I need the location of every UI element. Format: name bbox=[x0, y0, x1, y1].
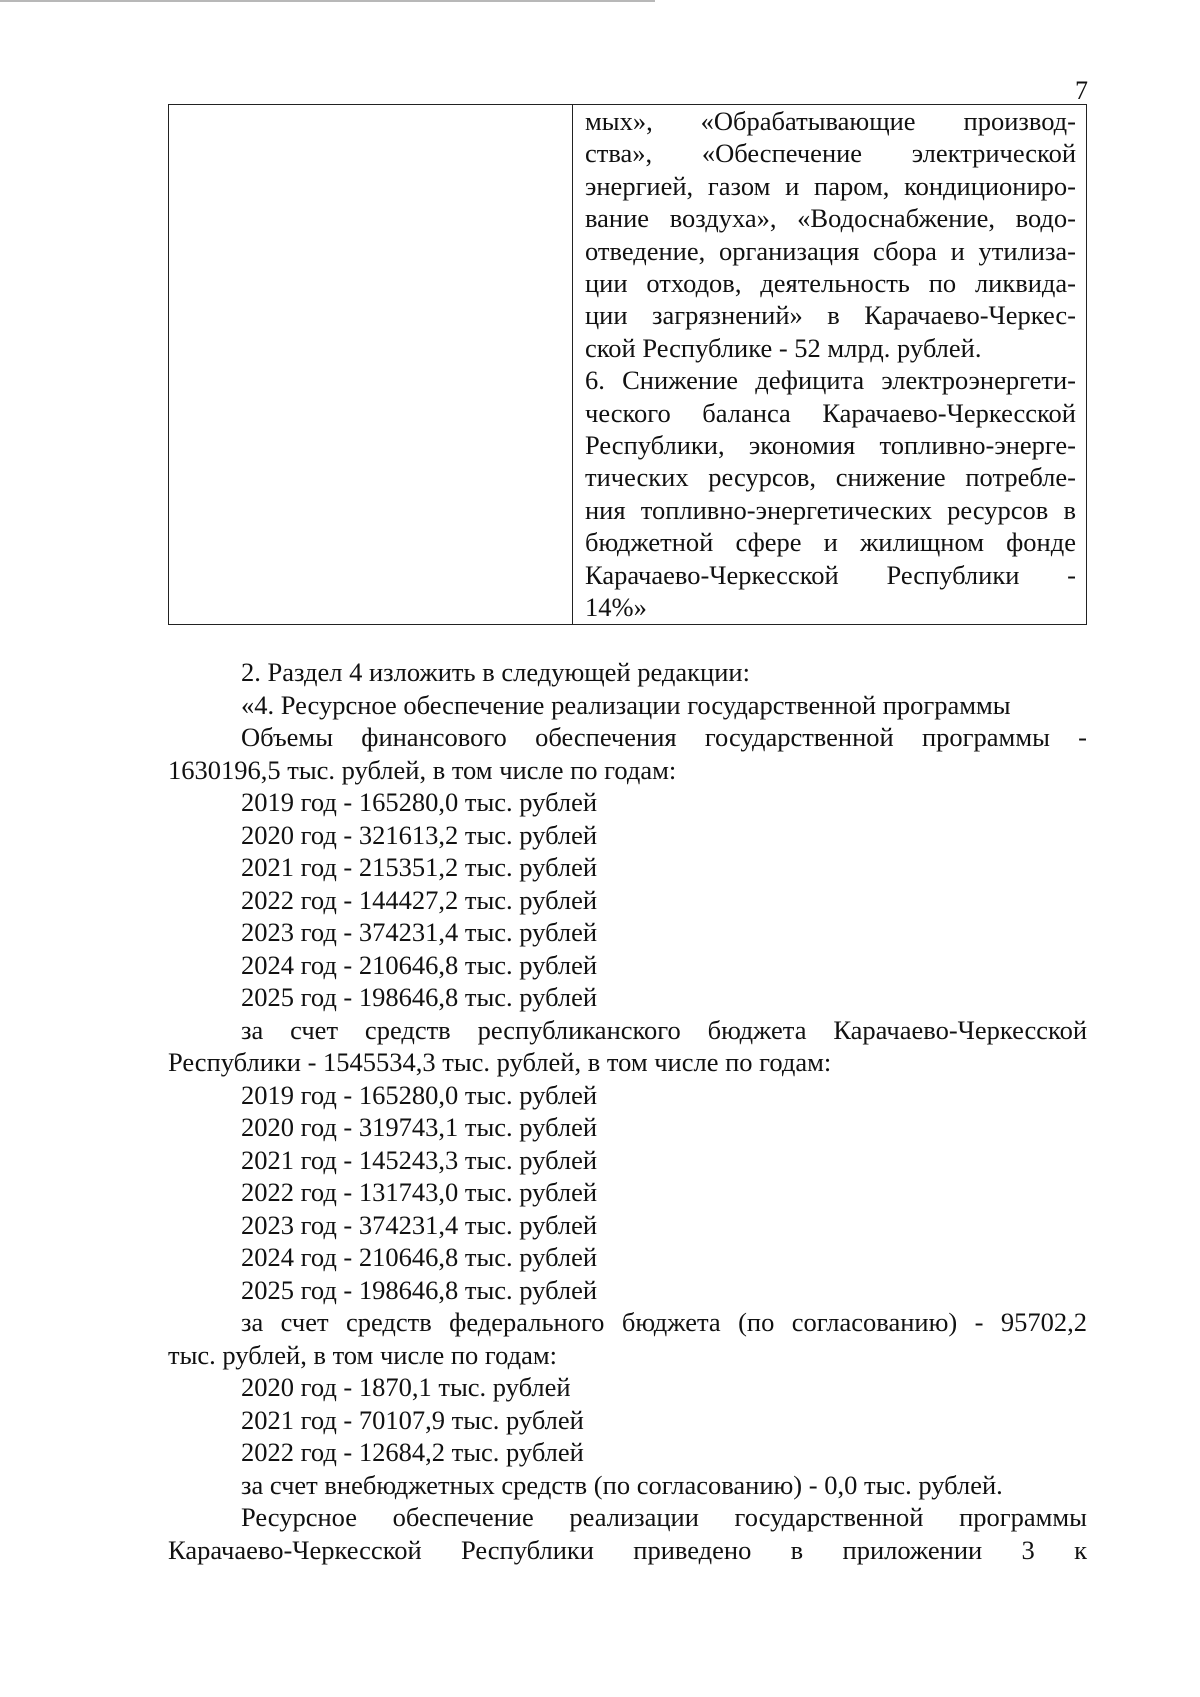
body-text-line: Республики - 1545534,3 тыс. рублей, в том числе по годам: bbox=[168, 1047, 832, 1077]
table-text-line: Карачаево-Черкесской Республики - bbox=[585, 559, 1076, 590]
table-text-line: Республики, экономия топливно-энерге- bbox=[585, 430, 1076, 461]
table-text-line: тических ресурсов, снижение потребле- bbox=[585, 462, 1076, 493]
body-text-line: 2022 год - 12684,2 тыс. рублей bbox=[241, 1437, 584, 1467]
table-text-line: энергией, газом и паром, кондициониро- bbox=[585, 170, 1076, 201]
body-text-line: 2021 год - 215351,2 тыс. рублей bbox=[241, 852, 598, 882]
table-text-line: 6. Снижение дефицита электроэнергети- bbox=[585, 365, 1076, 396]
page-number: 7 bbox=[1075, 76, 1088, 105]
body-text-line: 2021 год - 145243,3 тыс. рублей bbox=[241, 1144, 598, 1175]
body-text-line: 2. Раздел 4 изложить в следующей редакции: bbox=[241, 657, 750, 687]
body-text-line: за счет внебюджетных средств (по согласованию) - 0,0 тыс. рублей. bbox=[241, 1469, 1003, 1500]
body-text-line: за счет средств федерального бюджета (по согласованию) - 95702,2 bbox=[241, 1307, 1087, 1337]
body-text-line: 2023 год - 374231,4 тыс. рублей bbox=[241, 917, 598, 947]
body-text-line: 2020 год - 1870,1 тыс. рублей bbox=[241, 1372, 571, 1402]
scan-edge-line bbox=[0, 0, 655, 2]
body-text-line: 2020 год - 319743,1 тыс. рублей bbox=[241, 1112, 598, 1142]
body-text-line: «4. Ресурсное обеспечение реализации государственной программы bbox=[241, 689, 1011, 720]
program-table bbox=[168, 104, 1087, 625]
table-text-line: ства», «Обеспечение электрической bbox=[585, 138, 1076, 169]
document-body bbox=[168, 656, 1087, 1566]
body-text-line: 2019 год - 165280,0 тыс. рублей bbox=[241, 1079, 598, 1110]
body-text-line: 2025 год - 198646,8 тыс. рублей bbox=[241, 1274, 598, 1305]
body-text-line: 2024 год - 210646,8 тыс. рублей bbox=[241, 949, 598, 980]
body-text-line: за счет средств республиканского бюджета Карачаево-Черкесской bbox=[241, 1014, 1087, 1045]
body-text-line: тыс. рублей, в том числе по годам: bbox=[168, 1339, 557, 1370]
table-cell-left bbox=[169, 105, 573, 624]
body-text-line: Ресурсное обеспечение реализации государственной программы bbox=[241, 1502, 1087, 1532]
table-text-line: вание воздуха», «Водоснабжение, водо- bbox=[585, 203, 1076, 234]
body-text-line: 2022 год - 144427,2 тыс. рублей bbox=[241, 884, 598, 915]
body-text-line: 2022 год - 131743,0 тыс. рублей bbox=[241, 1177, 598, 1207]
table-text-line: ской Республике - 52 млрд. рублей. bbox=[585, 332, 982, 363]
table-text-line: ческого баланса Карачаево-Черкесской bbox=[585, 397, 1076, 428]
body-text-line: 2021 год - 70107,9 тыс. рублей bbox=[241, 1404, 584, 1435]
body-text-line: Карачаево-Черкесской Республики приведено в приложении 3 к bbox=[168, 1534, 1087, 1565]
body-text-line: 2020 год - 321613,2 тыс. рублей bbox=[241, 819, 598, 850]
table-text-line: ции загрязнений» в Карачаево-Черкес- bbox=[585, 300, 1076, 331]
body-text-line: 2023 год - 374231,4 тыс. рублей bbox=[241, 1209, 598, 1240]
table-text-line: мых», «Обрабатывающие производ- bbox=[585, 106, 1076, 136]
body-text-line: 2019 год - 165280,0 тыс. рублей bbox=[241, 787, 598, 817]
table-text-line: ции отходов, деятельность по ликвида- bbox=[585, 268, 1076, 299]
body-text-line: Объемы финансового обеспечения государственной программы - bbox=[241, 722, 1087, 752]
body-text-line: 2024 год - 210646,8 тыс. рублей bbox=[241, 1242, 598, 1272]
body-text-line: 1630196,5 тыс. рублей, в том числе по годам: bbox=[168, 754, 677, 785]
body-text-line: 2025 год - 198646,8 тыс. рублей bbox=[241, 982, 598, 1012]
table-text-line: 14%» bbox=[585, 592, 647, 623]
table-text-line: бюджетной сфере и жилищном фонде bbox=[585, 527, 1076, 558]
table-text-line: отведение, организация сбора и утилиза- bbox=[585, 235, 1076, 266]
table-cell-right bbox=[573, 105, 1086, 624]
table-text-line: ния топливно-энергетических ресурсов в bbox=[585, 494, 1076, 525]
